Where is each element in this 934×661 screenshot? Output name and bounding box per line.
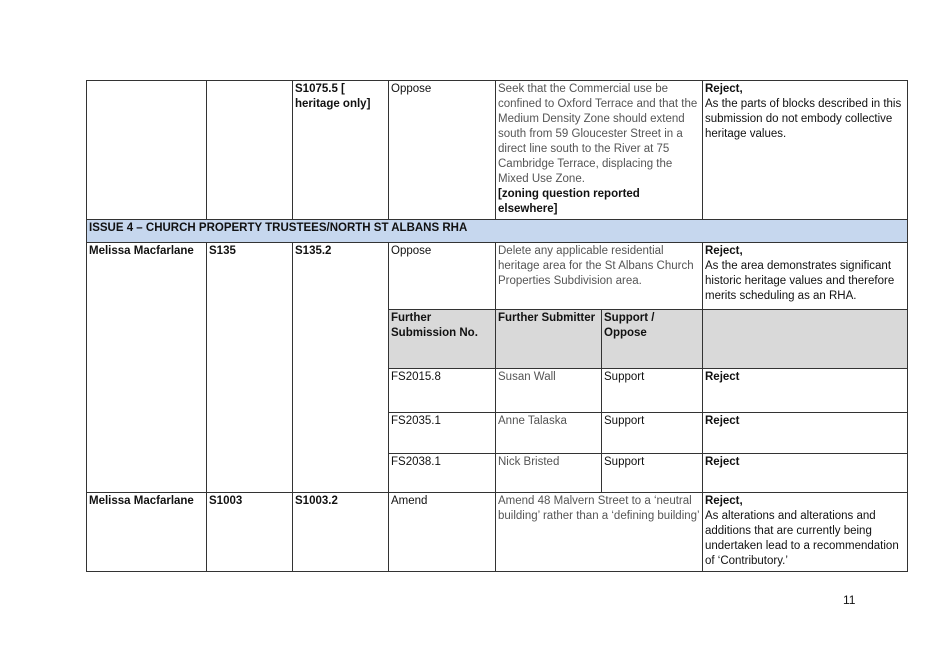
fs-no-cell: FS2015.8 bbox=[389, 369, 496, 413]
empty-cell bbox=[87, 310, 207, 369]
empty-cell bbox=[207, 310, 293, 369]
issue-heading: ISSUE 4 – CHURCH PROPERTY TRUSTEES/NORTH ST ALBANS RHA bbox=[87, 220, 908, 243]
empty-cell bbox=[207, 413, 293, 454]
submitter-no-cell: S135 bbox=[207, 243, 293, 310]
empty-cell bbox=[87, 454, 207, 493]
submitter-cell bbox=[87, 81, 207, 220]
empty-cell bbox=[87, 413, 207, 454]
support-oppose-cell: Support bbox=[602, 369, 703, 413]
position-cell: Amend bbox=[389, 493, 496, 572]
recommendation-reason: As the area demonstrates significant historic heritage values and therefore merits scheduling as an RHA. bbox=[705, 260, 895, 302]
further-submission-row bbox=[87, 413, 908, 454]
further-submission-row bbox=[87, 454, 908, 493]
decision-sought-text: Seek that the Commercial use be confined to Oxford Terrace and that the Medium Density Zone should extend south from 59 Gloucester Street in a direct line south to the River at 75 Cambridge Terrace, displacing the Mixed Use Zone. bbox=[498, 83, 698, 185]
empty-cell bbox=[293, 369, 389, 413]
recommendation-reason: As alterations and alterations and additions that are currently being undertaken lead to a recommendation of ‘Contributory.’ bbox=[705, 510, 899, 567]
support-oppose-cell: Support bbox=[602, 454, 703, 493]
decision-sought-text: Delete any applicable residential heritage area for the St Albans Church Properties Subdivision area. bbox=[498, 245, 694, 287]
fs-no-header: Further Submission No. bbox=[389, 310, 496, 369]
further-submission-row bbox=[87, 369, 908, 413]
decision-sought-text: Amend 48 Malvern Street to a ‘neutral building’ rather than a ‘defining building’ bbox=[498, 495, 700, 522]
decision-sought-cell bbox=[496, 493, 703, 572]
empty-cell bbox=[293, 454, 389, 493]
further-submitter-header: Further Submitter bbox=[496, 310, 602, 369]
empty-cell bbox=[293, 310, 389, 369]
recommendation-label: Reject, bbox=[705, 495, 743, 507]
empty-cell bbox=[293, 413, 389, 454]
decision-note: [zoning question reported elsewhere] bbox=[498, 188, 640, 215]
decision-sought-cell bbox=[496, 243, 703, 310]
empty-cell bbox=[207, 454, 293, 493]
further-submissions-header-row bbox=[87, 310, 908, 369]
table-row bbox=[87, 493, 908, 572]
issue-heading-row bbox=[87, 220, 908, 243]
recommendation-cell bbox=[703, 243, 908, 310]
recommendation-cell bbox=[703, 81, 908, 220]
recommendation-header bbox=[703, 310, 908, 369]
submission-no-cell: S1075.5 [ heritage only] bbox=[293, 81, 389, 220]
table-row bbox=[87, 81, 908, 220]
submitter-cell: Melissa Macfarlane bbox=[87, 243, 207, 310]
submission-no-cell: S135.2 bbox=[293, 243, 389, 310]
recommendation-cell: Reject bbox=[703, 454, 908, 493]
recommendation-label: Reject, bbox=[705, 245, 743, 257]
position-cell: Oppose bbox=[389, 243, 496, 310]
submitter-no-cell: S1003 bbox=[207, 493, 293, 572]
recommendation-cell: Reject bbox=[703, 369, 908, 413]
recommendation-cell: Reject bbox=[703, 413, 908, 454]
empty-cell bbox=[207, 369, 293, 413]
recommendation-cell bbox=[703, 493, 908, 572]
further-submitter-cell: Anne Talaska bbox=[496, 413, 602, 454]
submissions-table bbox=[86, 80, 908, 572]
further-submitter-cell: Nick Bristed bbox=[496, 454, 602, 493]
decision-sought-cell bbox=[496, 81, 703, 220]
support-oppose-header: Support / Oppose bbox=[602, 310, 703, 369]
submitter-no-cell bbox=[207, 81, 293, 220]
table-row bbox=[87, 243, 908, 310]
page-number: 11 bbox=[843, 593, 856, 607]
fs-no-cell: FS2038.1 bbox=[389, 454, 496, 493]
submission-no-cell: S1003.2 bbox=[293, 493, 389, 572]
empty-cell bbox=[87, 369, 207, 413]
submitter-cell: Melissa Macfarlane bbox=[87, 493, 207, 572]
recommendation-reason: As the parts of blocks described in this submission do not embody collective heritage values. bbox=[705, 98, 902, 140]
position-cell: Oppose bbox=[389, 81, 496, 220]
support-oppose-cell: Support bbox=[602, 413, 703, 454]
fs-no-cell: FS2035.1 bbox=[389, 413, 496, 454]
recommendation-label: Reject, bbox=[705, 83, 743, 95]
further-submitter-cell: Susan Wall bbox=[496, 369, 602, 413]
